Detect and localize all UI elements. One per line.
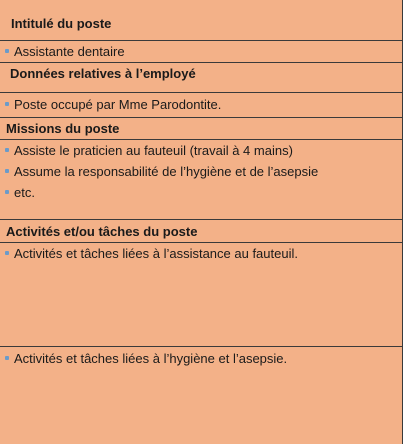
bullet-icon	[5, 102, 9, 106]
section-heading-donnees: Données relatives à l’employé	[10, 66, 196, 81]
divider	[0, 117, 402, 118]
divider	[0, 346, 402, 347]
list-item	[5, 351, 287, 367]
item-text: Assume la responsabilité de l’hygiène et de l’asepsie	[14, 164, 319, 179]
section-heading-activites: Activités et/ou tâches du poste	[6, 224, 198, 239]
list-item	[5, 164, 318, 180]
item-text: Assiste le praticien au fauteuil (travail à 4 mains)	[14, 143, 293, 158]
divider	[0, 62, 402, 63]
section-heading-missions: Missions du poste	[6, 121, 120, 136]
list-item	[5, 185, 35, 201]
item-text: Activités et tâches liées à l’assistance au fauteuil.	[14, 246, 298, 261]
bullet-icon	[5, 356, 9, 360]
bullet-icon	[5, 190, 9, 194]
list-item	[5, 44, 125, 60]
divider	[0, 139, 402, 140]
bullet-icon	[5, 148, 9, 152]
divider	[0, 40, 402, 41]
item-text: Assistante dentaire	[14, 44, 125, 59]
divider	[0, 219, 402, 220]
section-heading-intitule: Intitulé du poste	[11, 16, 112, 31]
divider	[0, 242, 402, 243]
bullet-icon	[5, 49, 9, 53]
item-text: Poste occupé par Mme Parodontite.	[14, 97, 222, 112]
divider	[0, 92, 402, 93]
list-item	[5, 246, 298, 262]
list-item	[5, 143, 293, 159]
bullet-icon	[5, 169, 9, 173]
bullet-icon	[5, 251, 9, 255]
item-text: Activités et tâches liées à l’hygiène et l’asepsie.	[14, 351, 288, 366]
list-item	[5, 97, 221, 113]
item-text: etc.	[14, 185, 35, 200]
